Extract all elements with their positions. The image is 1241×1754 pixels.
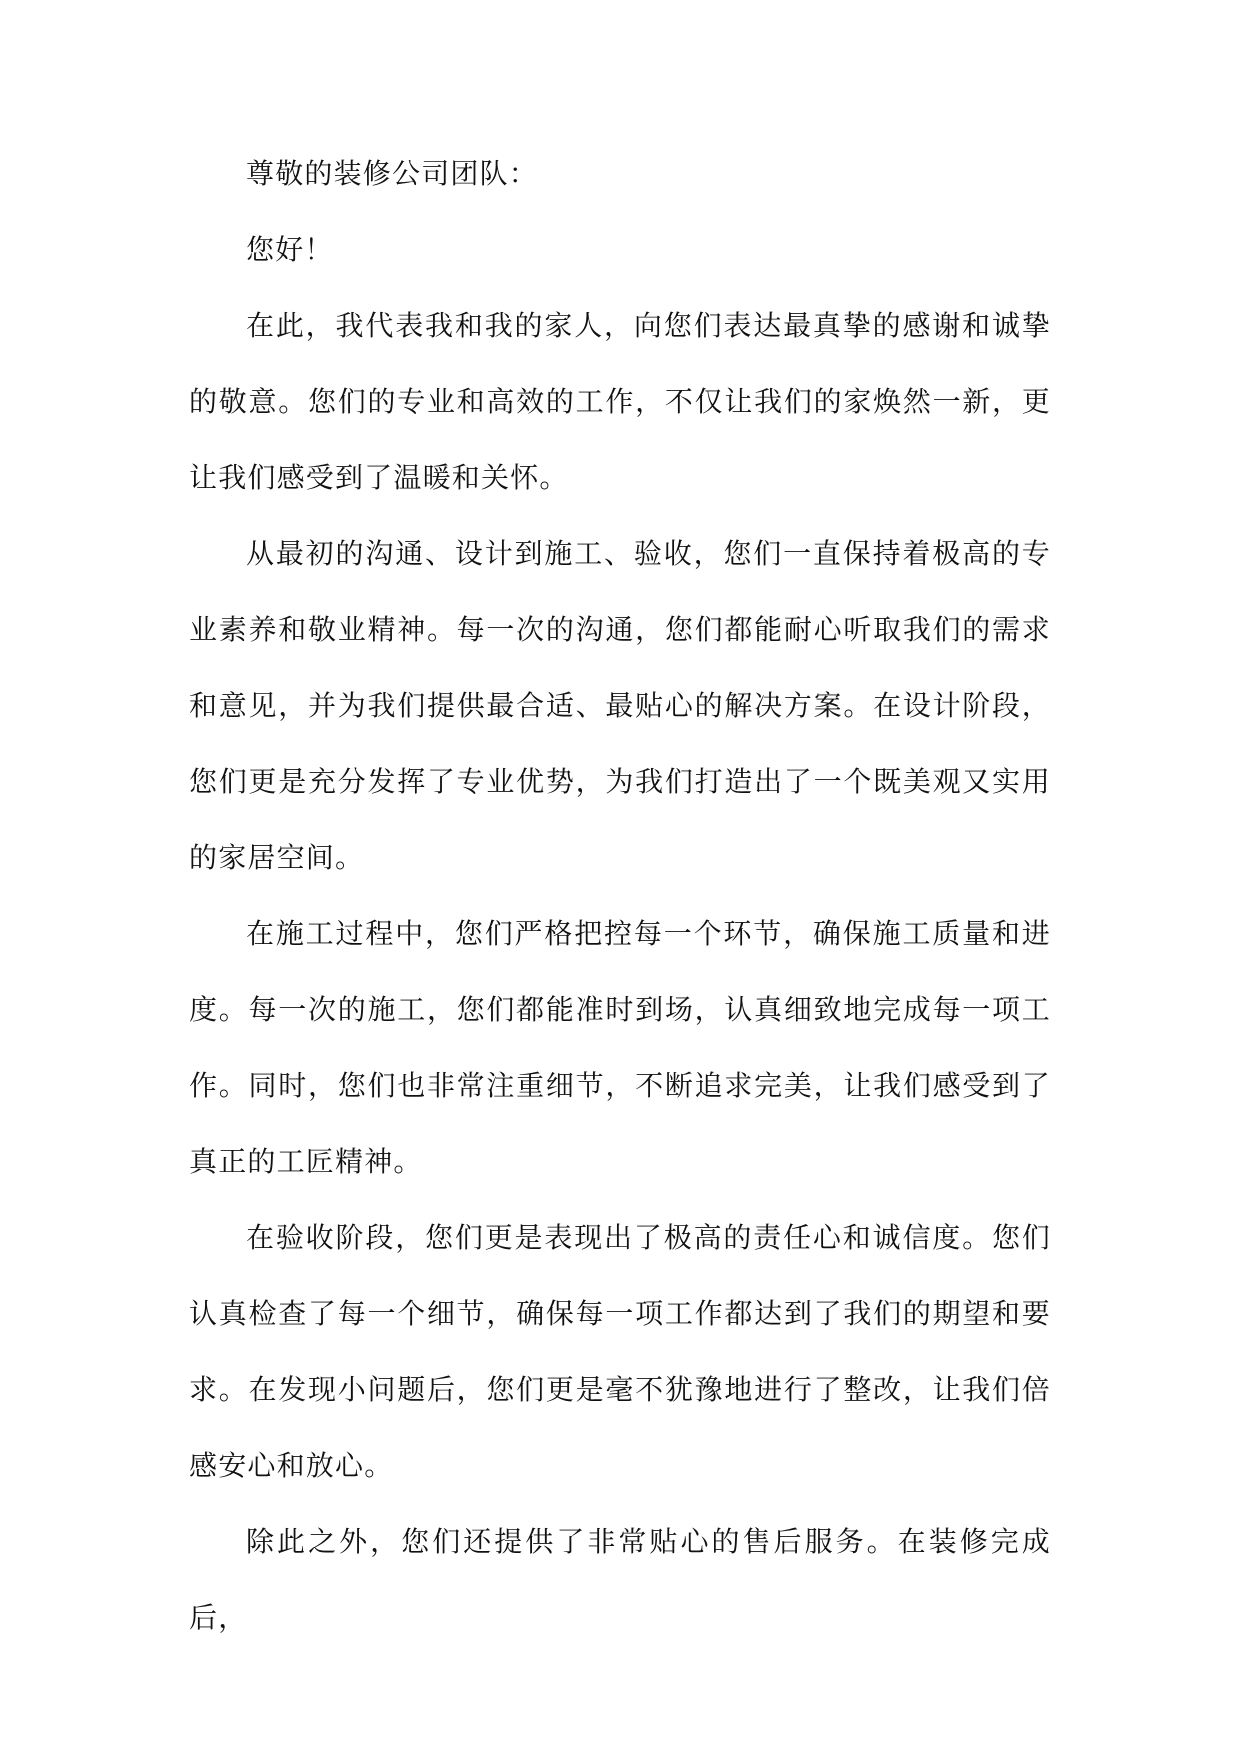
paragraph: 在验收阶段，您们更是表现出了极高的责任心和诚信度。您们认真检查了每一个细节，确保每一项工作都达到了我们的期望和要求。在发现小问题后，您们更是毫不犹豫地进行了整改，让我们倍感安心和放心。 (189, 1221, 1051, 1482)
salutation: 尊敬的装修公司团队： (246, 157, 539, 190)
paragraph: 在此，我代表我和我的家人，向您们表达最真挚的感谢和诚挚的敬意。您们的专业和高效的工作，不仅让我们的家焕然一新，更让我们感受到了温暖和关怀。 (189, 309, 1051, 494)
paragraph: 从最初的沟通、设计到施工、验收，您们一直保持着极高的专业素养和敬业精神。每一次的沟通，您们都能耐心听取我们的需求和意见，并为我们提供最合适、最贴心的解决方案。在设计阶段，您们更是充分发挥了专业优势，为我们打造出了一个既美观又实用的家居空间。 (189, 537, 1051, 874)
letter-body (189, 136, 1051, 1656)
paragraph: 除此之外，您们还提供了非常贴心的售后服务。在装修完成后， (189, 1525, 1051, 1634)
paragraph: 在施工过程中，您们严格把控每一个环节，确保施工质量和进度。每一次的施工，您们都能准时到场，认真细致地完成每一项工作。同时，您们也非常注重细节，不断追求完美，让我们感受到了真正的工匠精神。 (189, 917, 1051, 1178)
greeting: 您好！ (246, 233, 334, 266)
